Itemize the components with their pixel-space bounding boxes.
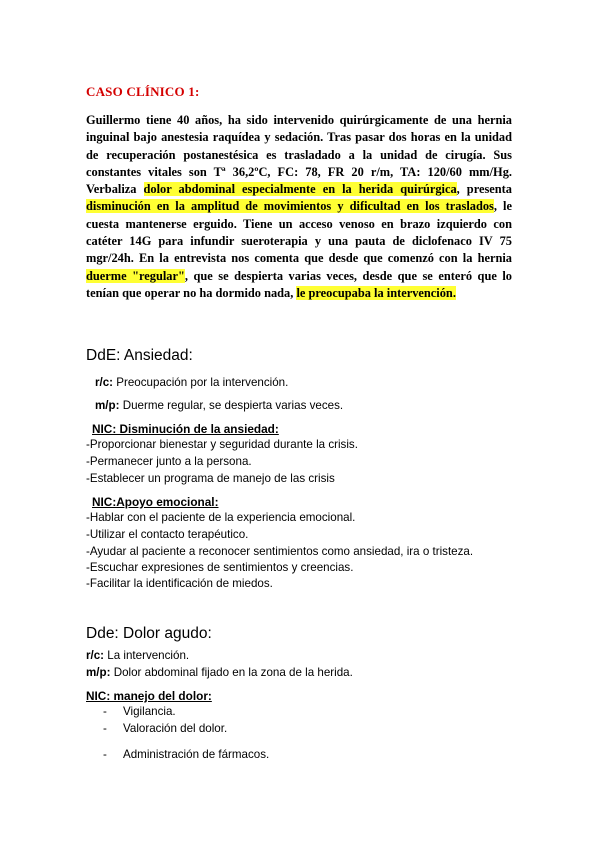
nic2-item: -Hablar con el paciente de la experiencia emocional. <box>86 511 356 524</box>
nic-pain-management-title: NIC: manejo del dolor: <box>86 689 212 703</box>
nic2-item: -Utilizar el contacto terapéutico. <box>86 528 249 541</box>
mp-text: Dolor abdominal fijado en la zona de la herida. <box>110 666 353 679</box>
mp-label: m/p: <box>86 666 111 679</box>
diagnosis-anxiety-title: DdE: Ansiedad: <box>86 347 193 364</box>
case-text-part-3: , le cuesta mantenerse erguido. Tiene un acceso venoso en brazo izquierdo con catéter 14G para infundir sueroterapia y una pauta de diclofenaco IV 75 mgr/24h. En la entrevista nos comenta que desde que comenzó con la hernia <box>86 199 513 266</box>
rc-text: Preocupación por la intervención. <box>113 376 289 389</box>
nic3-item-text: Valoración del dolor. <box>123 722 228 735</box>
mp-text: Duerme regular, se despierta varias veces. <box>119 399 344 412</box>
case-description <box>86 112 512 302</box>
case-text-part-4: , que se despierta varias veces, desde que se enteró que lo tenían que operar no ha dormido nada, <box>86 268 512 300</box>
pain-rc-line <box>86 649 189 663</box>
dash-marker: - <box>103 705 107 718</box>
nic-anxiety-reduction-title: NIC: Disminución de la ansiedad: <box>92 422 279 436</box>
case-text-part-2: , presenta <box>456 182 512 197</box>
nic2-item: -Facilitar la identificación de miedos. <box>86 577 273 590</box>
rc-text: La intervención. <box>104 649 190 662</box>
nic1-item: -Establecer un programa de manejo de las crisis <box>86 472 335 485</box>
nic1-item: -Proporcionar bienestar y seguridad durante la crisis. <box>86 438 358 451</box>
rc-label: r/c: <box>86 649 105 662</box>
nic2-item: -Escuchar expresiones de sentimientos y creencias. <box>86 561 354 574</box>
nic-emotional-support-title: NIC:Apoyo emocional: <box>92 495 219 509</box>
anxiety-mp-line <box>95 399 343 413</box>
dash-marker: - <box>103 722 107 735</box>
nic3-item-text: Administración de fármacos. <box>123 748 270 761</box>
highlight-pain: dolor abdominal especialmente en la herida quirúrgica <box>143 182 457 197</box>
case-title: CASO CLÍNICO 1: <box>86 84 200 99</box>
mp-label: m/p: <box>95 399 120 412</box>
nic1-item: -Permanecer junto a la persona. <box>86 455 252 468</box>
nic2-item: -Ayudar al paciente a reconocer sentimientos como ansiedad, ira o tristeza. <box>86 545 474 558</box>
rc-label: r/c: <box>95 376 114 389</box>
nic3-item-text: Vigilancia. <box>123 705 176 718</box>
case-text-part-1: Guillermo tiene 40 años, ha sido intervenido quirúrgicamente de una hernia inguinal bajo anestesia raquídea y sedación. Tras pasar dos horas en la unidad de recuperación postanestésica es trasladado a la unidad de cirugía. Sus constantes vitales son Tª 36,2ºC, FC: 78, FR 20 r/m, TA: 120/60 mm/Hg. Verbaliza <box>86 113 512 197</box>
highlight-sleep: duerme "regular" <box>86 268 185 283</box>
highlight-worry: le preocupaba la intervención. <box>296 285 456 300</box>
dash-marker: - <box>103 748 107 761</box>
highlight-mobility: disminución en la amplitud de movimientos y dificultad en los traslados <box>86 199 494 214</box>
anxiety-rc-line <box>95 376 288 390</box>
diagnosis-acute-pain-title: Dde: Dolor agudo: <box>86 625 212 642</box>
pain-mp-line <box>86 666 353 680</box>
